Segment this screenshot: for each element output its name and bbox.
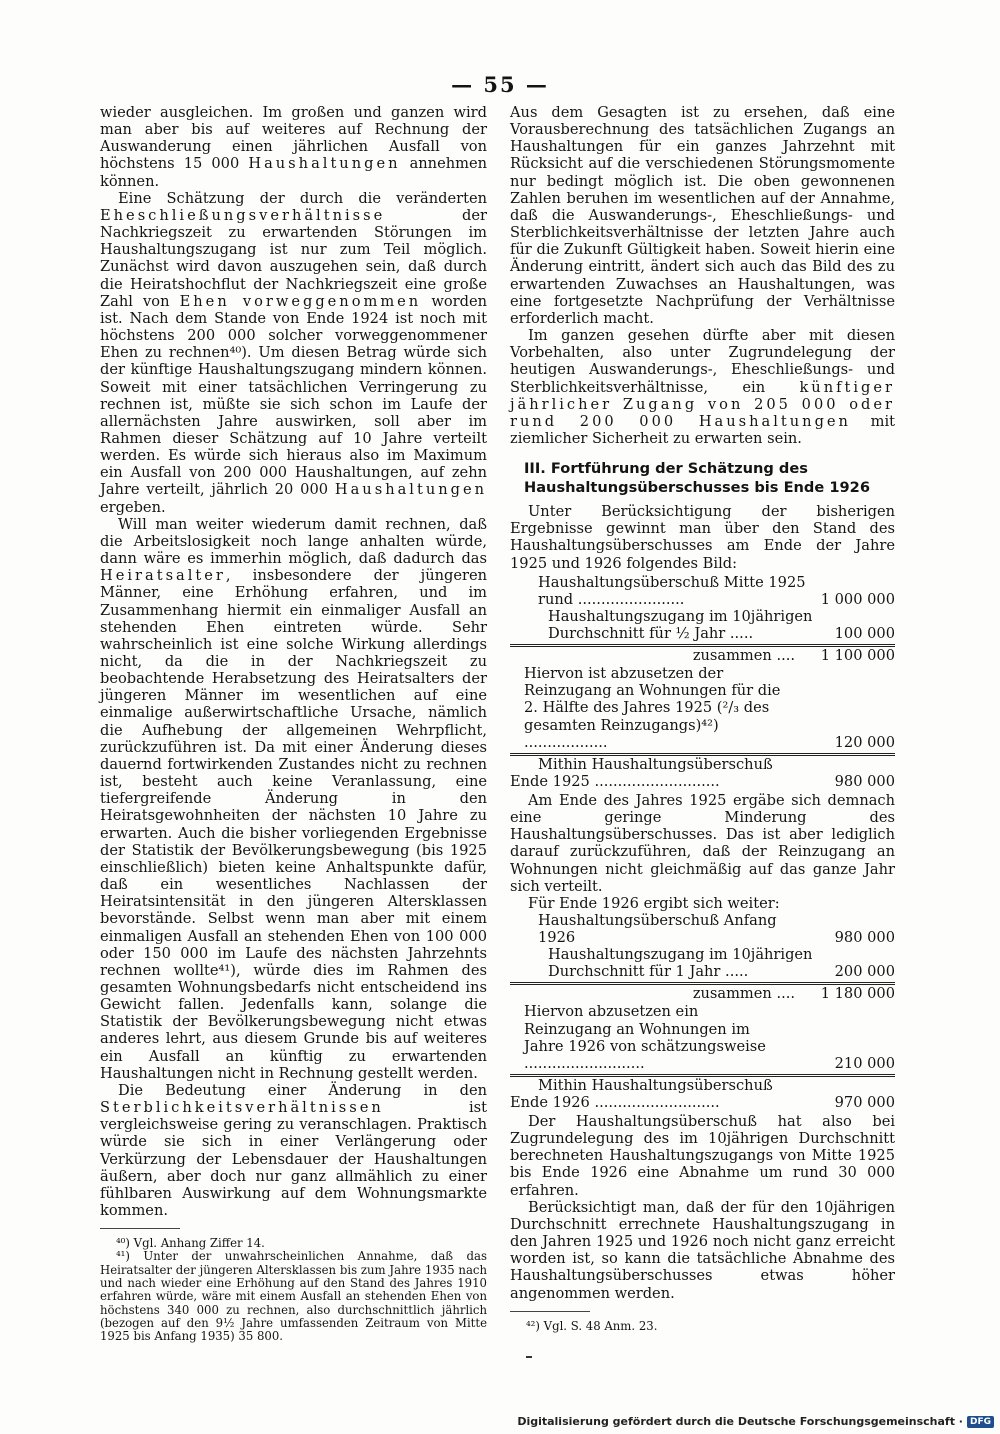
table-label: Ende 1925 ........................... xyxy=(510,772,720,790)
table-label: Haushaltungszugang im 10jährigen xyxy=(548,946,813,964)
paragraph xyxy=(100,1082,487,1219)
table-sum-label: zusammen .... xyxy=(692,985,795,1003)
spaced-emphasis: Heiratsalter xyxy=(100,567,226,585)
table-row xyxy=(510,647,895,664)
table-row xyxy=(510,665,895,750)
paragraph xyxy=(100,190,487,516)
table-row xyxy=(510,912,895,946)
calculation-1925 xyxy=(510,574,895,790)
text-run: wieder ausgleichen. Im großen und ganzen wird man aber bis auf weiteres auf Rechnung der Auswanderung einen jährlichen Ausfall von höchstens 15 000 xyxy=(100,104,487,173)
table-sum-value: 1 100 000 xyxy=(820,647,895,665)
table-row xyxy=(510,591,895,608)
table-sum-value: 1 180 000 xyxy=(820,985,895,1003)
table-label: Hiervon ist abzusetzen der Reinzugang an Wohnungen für die 2. Hälfte des Jahres 1925 (²/₃ des gesamten Reinzugangs)⁴²) .................. xyxy=(524,665,781,751)
footnote-41: ⁴¹) Unter der unwahrscheinlichen Annahme, daß das Heiratsalter der jüngeren Altersklassen bis zum Jahre 1935 nach und nach wieder eine Erhöhung auf den Stand des Jahres 1910 erfahren würde, wäre mit einem Ausfall an stehenden Ehen von höchstens 340 000 zu rechnen, also durchschnittlich jährlich (bezogen auf den 9½ Jahre umfassenden Zeitraum von Mitte 1925 bis Anfang 1935) 35 800. xyxy=(100,1249,487,1344)
table-label: Haushaltungsüberschuß Mitte 1925 xyxy=(538,573,806,591)
table-value: 970 000 xyxy=(834,1093,895,1111)
table-value: 1 000 000 xyxy=(820,590,895,608)
table-value: 980 000 xyxy=(834,929,895,947)
paragraph xyxy=(100,516,487,1082)
paragraph xyxy=(510,327,895,447)
table-value: 200 000 xyxy=(834,963,895,981)
text-run: ergeben. xyxy=(100,498,166,516)
spaced-emphasis: Sterblichkeitsverhältnissen xyxy=(100,1099,384,1117)
table-row xyxy=(510,625,895,642)
footnote-rule xyxy=(510,1311,590,1312)
right-column xyxy=(510,104,895,1333)
paragraph: Aus dem Gesagten ist zu ersehen, daß eine Vorausberechnung des tatsächlichen Zugangs an Haushaltungen für ein ganzes Jahrzehnt mit Rücksicht auf die verschiedenen Störungsmomente nur bedingt möglich ist. Die oben gewonnenen Zahlen beruhen im wesentlichen auf der Annahme, daß die Auswanderungs-, Eheschließungs- und Sterblichkeitsverhältnisse der letzten Jahre auch für die Zukunft Gültigkeit haben. Soweit hierin eine Änderung eintritt, ändert sich auch das Bild des zu erwartenden Zuwachses an Haushaltungen, was eine fortgesetzte Nachprüfung der Verhältnisse erforderlich macht. xyxy=(510,104,895,327)
text-run: der Nachkriegszeit zu erwartenden Störungen im Haushaltungszugang ist nur zum Teil möglich. Zunächst wird davon auszugehen sein, daß durch die Heiratshochflut der Nachkriegszeit eine große Zahl von xyxy=(100,206,487,310)
section-heading: III. Fortführung der Schätzung des Haushaltungsüberschusses bis Ende 1926 xyxy=(524,460,870,497)
digitization-credit xyxy=(517,1415,994,1428)
table-row xyxy=(510,1003,895,1071)
credit-text: Digitalisierung gefördert durch die Deutsche Forschungsgemeinschaft · xyxy=(517,1415,963,1428)
printer-mark xyxy=(526,1356,532,1358)
text-run: Will man weiter wiederum damit rechnen, daß die Arbeitslosigkeit noch lange anhalten würde, dann wäre es immerhin möglich, daß dadurch das xyxy=(100,515,487,568)
table-row xyxy=(510,985,895,1002)
paragraph: Für Ende 1926 ergibt sich weiter: xyxy=(528,894,780,912)
text-run: annehmen können. xyxy=(100,155,487,190)
table-row xyxy=(510,773,895,790)
spaced-emphasis: künftiger jährlicher Zugang von 205 000 oder rund 200 000 Haushaltungen xyxy=(510,378,895,430)
paragraph: Berücksichtigt man, daß der für den 10jährigen Durchschnitt errechnete Haushaltungszugang in den Jahren 1925 und 1926 noch nicht ganz erreicht worden ist, so kann die tatsächliche Abnahme des Haushaltungsüberschusses etwas höher angenommen werden. xyxy=(510,1198,895,1302)
table-label: Durchschnitt für ½ Jahr ..... xyxy=(548,625,754,643)
dfg-logo: DFG xyxy=(967,1416,994,1428)
left-column xyxy=(100,104,487,1344)
paragraph: Unter Berücksichtigung der bisherigen Ergebnisse gewinnt man über den Stand des Haushaltungsüberschusses am Ende der Jahre 1925 und 1926 folgendes Bild: xyxy=(510,503,895,572)
table-label: Haushaltungszugang im 10jährigen xyxy=(548,607,813,625)
spaced-emphasis: Haushaltungen xyxy=(334,481,487,499)
text-run: Eine Schätzung der durch die veränderten xyxy=(118,189,487,207)
table-value: 120 000 xyxy=(834,733,895,751)
table-label: Durchschnitt für 1 Jahr ..... xyxy=(548,963,749,981)
paragraph xyxy=(100,104,487,190)
table-row xyxy=(510,1094,895,1111)
table-label: Ende 1926 ........................... xyxy=(510,1093,720,1111)
table-label: rund ....................... xyxy=(538,590,685,608)
table-label: Haushaltungsüberschuß Anfang 1926 xyxy=(538,911,777,947)
table-label: Mithin Haushaltungsüberschuß xyxy=(538,1076,773,1094)
table-value: 100 000 xyxy=(834,625,895,643)
footnote-42: ⁴²) Vgl. S. 48 Anm. 23. xyxy=(526,1318,658,1333)
text-run: Die Bedeutung einer Änderung in den xyxy=(118,1081,487,1099)
spaced-emphasis: Ehen vorweggenommen xyxy=(179,292,422,310)
page-number: — 55 — xyxy=(451,72,549,97)
footnote-rule xyxy=(100,1228,180,1229)
text-run: mit ziemlicher Sicherheit zu erwarten sein. xyxy=(510,412,895,447)
table-value: 210 000 xyxy=(834,1054,895,1072)
text-run: Im ganzen gesehen dürfte aber mit diesen Vorbehalten, also unter Zugrundelegung der heutigen Auswanderungs-, Eheschließungs- und Sterblichkeitsverhältnisse, ein xyxy=(510,327,895,396)
spaced-emphasis: Eheschließungsverhältnisse xyxy=(100,206,386,224)
table-value: 980 000 xyxy=(834,772,895,790)
text-run: worden ist. Nach dem Stande von Ende 1924 ist noch mit höchstens 200 000 solcher vorweggenommener Ehen zu rechnen⁴⁰). Um diesen Betrag würde sich der künftige Haushaltungszugang mindern können. Soweit mit einer tatsächlichen Verringerung zu rechnen ist, müßte sie sich schon im Laufe der allernächsten Jahre auswirken, soll aber im Rahmen dieser Schätzung auf 10 Jahre verteilt werden. Es würde sich hieraus also im Maximum ein Ausfall von 200 000 Haushaltungen, auf zehn Jahre verteilt, jährlich 20 000 xyxy=(100,292,487,499)
text-run: , insbesondere der jüngeren Männer, eine Erhöhung erfahren, und im Zusammenhang hiermit ein einmaliger Ausfall an stehenden Ehen eintreten würde. Sehr wahrscheinlich ist eine solche Wirkung allerdings nicht, da die in der Nachkriegszeit zu beobachtende Herabsetzung des Heiratsalters der jüngeren Männer im wesentlichen auf eine einmalige außerwirtschaftliche Ursache, nämlich die Aufhebung der allgemeinen Wehrpflicht, zurückzuführen ist. Da mit einer Änderung dieses dauernd fortwirkenden Zustandes nicht zu rechnen ist, besteht auch keine Veranlassung, eine tiefergreifende Änderung in den Heiratsgewohnheiten der nächsten 10 Jahre zu erwarten. Auch die bisher vorliegenden Ergebnisse der Statistik der Bevölkerungsbewegung (bis 1925 einschließlich) bieten keine Anhaltspunkte dafür, daß ein wesentliches Nachlassen der Heiratsintensität in den jüngeren Altersklassen bevorstände. Selbst wenn man aber mit einem einmaligen Ausfall an stehenden Ehen von 100 000 oder 150 000 im Laufe des nächsten Jahrzehnts rechnen wollte⁴¹), würde dies im Rahmen des gesamten Wohnungsbedarfs nicht entscheidend ins Gewicht fallen. Jedenfalls kann, solange die Statistik der Bevölkerungsbewegung nicht etwas anderes lehrt, aus diesem Grunde bis auf weiteres ein Ausfall an künftig zu erwartenden Haushaltungen nicht in Rechnung gestellt werden. xyxy=(100,567,487,1082)
spaced-emphasis: Haushaltungen xyxy=(248,155,401,173)
calculation-1926 xyxy=(510,912,895,1111)
left-paragraphs xyxy=(100,104,487,1219)
table-label: Hiervon abzusetzen ein Reinzugang an Wohnungen im Jahre 1926 von schätzungsweise .......................... xyxy=(524,1003,766,1072)
paragraph: Der Haushaltungsüberschuß hat also bei Zugrundelegung des im 10jährigen Durchschnitt berechneten Haushaltungszugangs von Mitte 1925 bis Ende 1926 eine Abnahme um rund 30 000 erfahren. xyxy=(510,1113,895,1199)
footnote-40: ⁴⁰) Vgl. Anhang Ziffer 14. xyxy=(116,1236,265,1251)
table-sum-label: zusammen .... xyxy=(692,647,795,665)
paragraph: Am Ende des Jahres 1925 ergäbe sich demnach eine geringe Minderung des Haushaltungsüberschusses. Das ist aber lediglich darauf zurückzuführen, daß der Reinzugang an Wohnungen nicht gleichmäßig auf das ganze Jahr sich verteilt. xyxy=(510,791,895,895)
table-label: Mithin Haushaltungsüberschuß xyxy=(538,755,773,773)
text-run: ist vergleichsweise gering zu veranschlagen. Praktisch würde sie sich in einer Verlängerung oder Verkürzung der Lebensdauer der Haushaltungen äußern, aber doch nur ganz allmählich zu einer fühlbaren Auswirkung auf dem Wohnungsmarkte kommen. xyxy=(100,1099,487,1219)
table-row xyxy=(510,963,895,980)
